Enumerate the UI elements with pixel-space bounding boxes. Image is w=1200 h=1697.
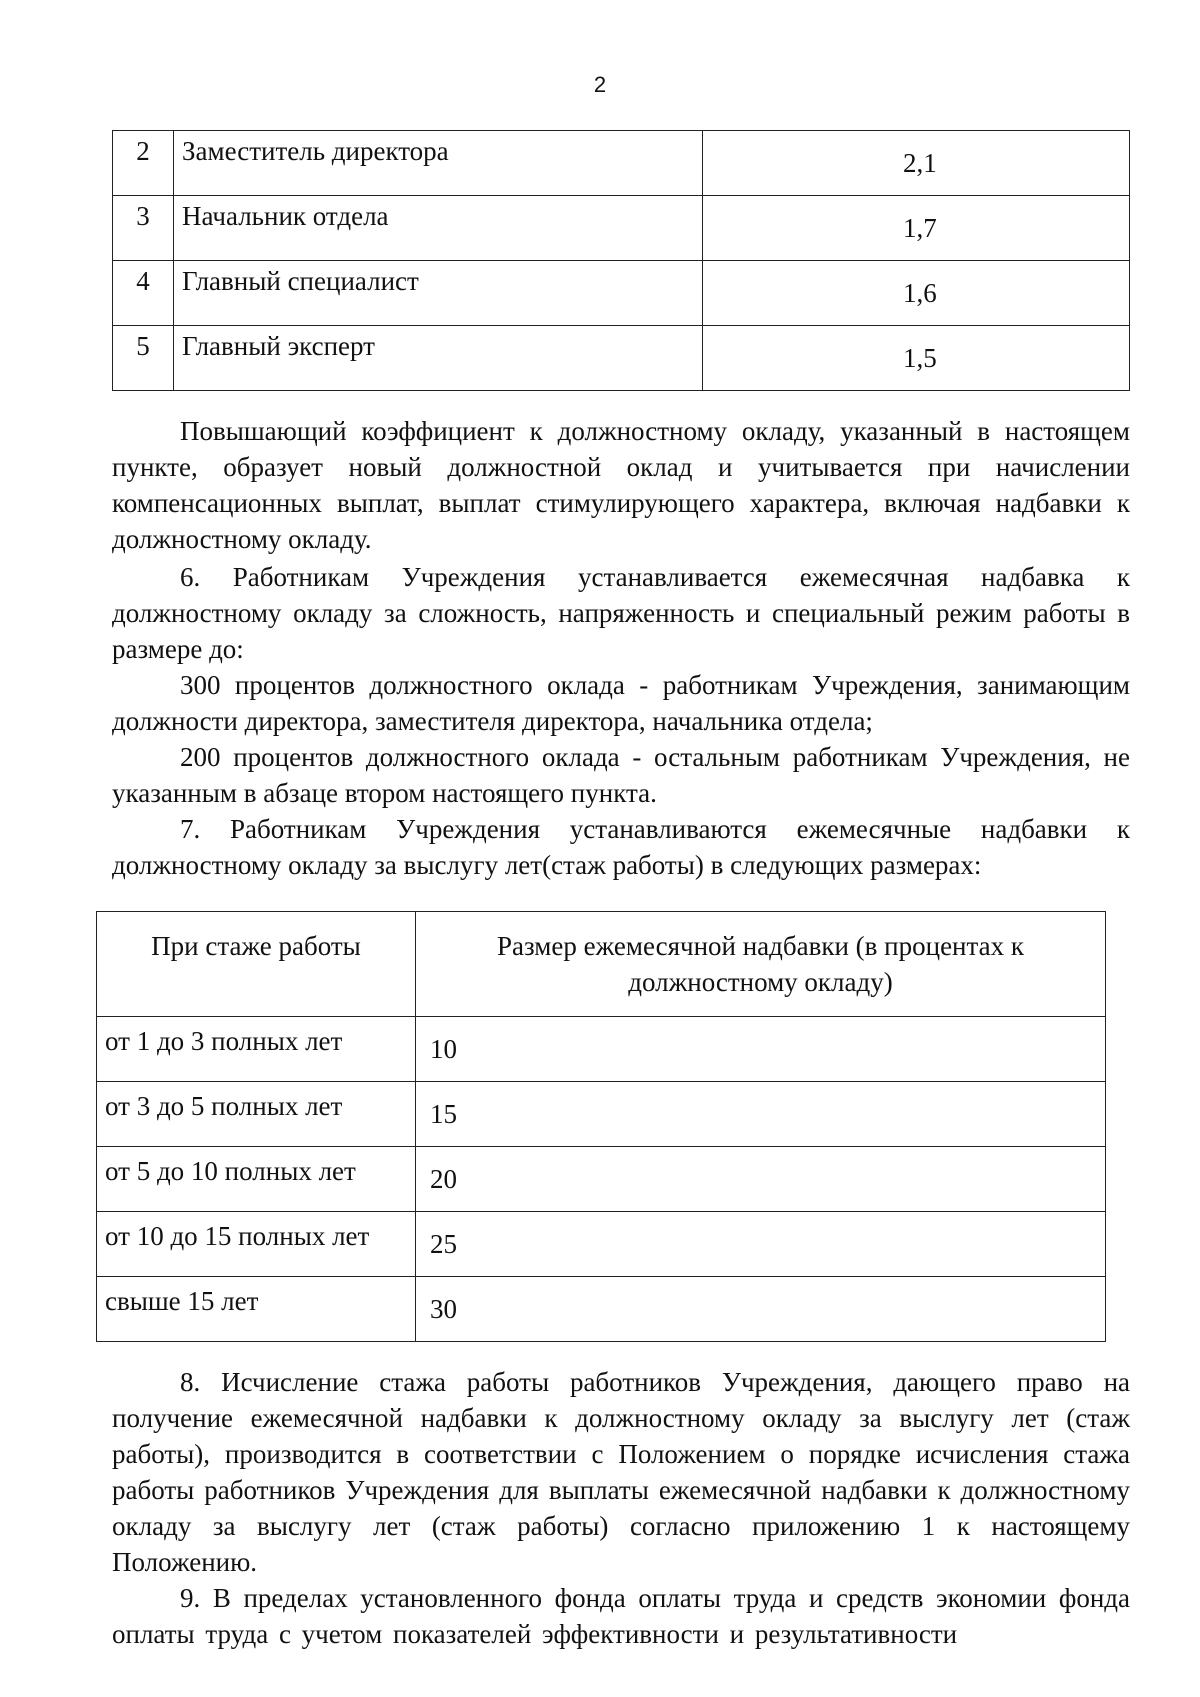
header-percent: Размер ежемесячной надбавки (в процентах к должностному окладу) xyxy=(416,912,1106,1017)
seniority-period: от 10 до 15 полных лет xyxy=(97,1212,416,1277)
page-number: 2 xyxy=(593,72,607,97)
clause-7: 7. Работникам Учреждения устанавливаются ежемесячные надбавки к должностному окладу за выслугу лет(стаж работы) в следующих размерах: xyxy=(112,814,1130,880)
table-row xyxy=(97,1277,1106,1342)
seniority-period: свыше 15 лет xyxy=(97,1277,416,1342)
seniority-percent: 25 xyxy=(416,1212,1106,1277)
coefficient-value: 1,7 xyxy=(703,196,1130,261)
seniority-table xyxy=(96,911,1106,1342)
row-number: 5 xyxy=(113,326,174,391)
row-number: 3 xyxy=(113,196,174,261)
document-body xyxy=(105,130,1130,1652)
table-row xyxy=(113,131,1130,196)
seniority-percent: 10 xyxy=(416,1017,1106,1082)
coefficient-table xyxy=(112,130,1130,391)
seniority-period: от 5 до 10 полных лет xyxy=(97,1147,416,1212)
clause-8: 8. Исчисление стажа работы работников Учреждения, дающего право на получение ежемесячной надбавки к должностному окладу за выслугу лет (стаж работы), производится в соответствии с Положением о порядке исчисления стажа работы работников Учреждения для выплаты ежемесячной надбавки к должностному окладу за выслугу лет (стаж работы) согласно приложению 1 к настоящему Положению. xyxy=(112,1367,1130,1577)
seniority-percent: 20 xyxy=(416,1147,1106,1212)
seniority-period: от 1 до 3 полных лет xyxy=(97,1017,416,1082)
row-number: 4 xyxy=(113,261,174,326)
position-title: Начальник отдела xyxy=(174,196,703,261)
coefficient-value: 1,5 xyxy=(703,326,1130,391)
table-row xyxy=(113,196,1130,261)
position-title: Главный специалист xyxy=(174,261,703,326)
coefficient-value: 1,6 xyxy=(703,261,1130,326)
clause-6: 6. Работникам Учреждения устанавливается ежемесячная надбавка к должностному окладу за сложность, напряженность и специальный режим работы в размере до: xyxy=(112,562,1130,664)
header-period: При стаже работы xyxy=(97,912,416,1017)
seniority-percent: 15 xyxy=(416,1082,1106,1147)
clause-6-item-a: 300 процентов должностного оклада - работникам Учреждения, занимающим должности директора, заместителя директора, начальника отдела; xyxy=(112,670,1130,736)
seniority-period: от 3 до 5 полных лет xyxy=(97,1082,416,1147)
position-title: Главный эксперт xyxy=(174,326,703,391)
table-row xyxy=(113,261,1130,326)
seniority-percent: 30 xyxy=(416,1277,1106,1342)
clause-9: 9. В пределах установленного фонда оплаты труда и средств экономии фонда оплаты труда с учетом показателей эффективности и результативности xyxy=(112,1583,1130,1649)
clause-6-item-b: 200 процентов должностного оклада - остальным работникам Учреждения, не указанным в абзаце втором настоящего пункта. xyxy=(112,742,1130,808)
table-row xyxy=(97,1082,1106,1147)
table-row xyxy=(97,1212,1106,1277)
coefficient-note: Повышающий коэффициент к должностному окладу, указанный в настоящем пункте, образует новый должностной оклад и учитывается при начислении компенсационных выплат, выплат стимулирующего характера, включая надбавки к должностному окладу. xyxy=(112,416,1130,554)
row-number: 2 xyxy=(113,131,174,196)
table-row xyxy=(97,1147,1106,1212)
position-title: Заместитель директора xyxy=(174,131,703,196)
coefficient-value: 2,1 xyxy=(703,131,1130,196)
table-row xyxy=(113,326,1130,391)
table-row xyxy=(97,1017,1106,1082)
table-header-row xyxy=(97,912,1106,1017)
